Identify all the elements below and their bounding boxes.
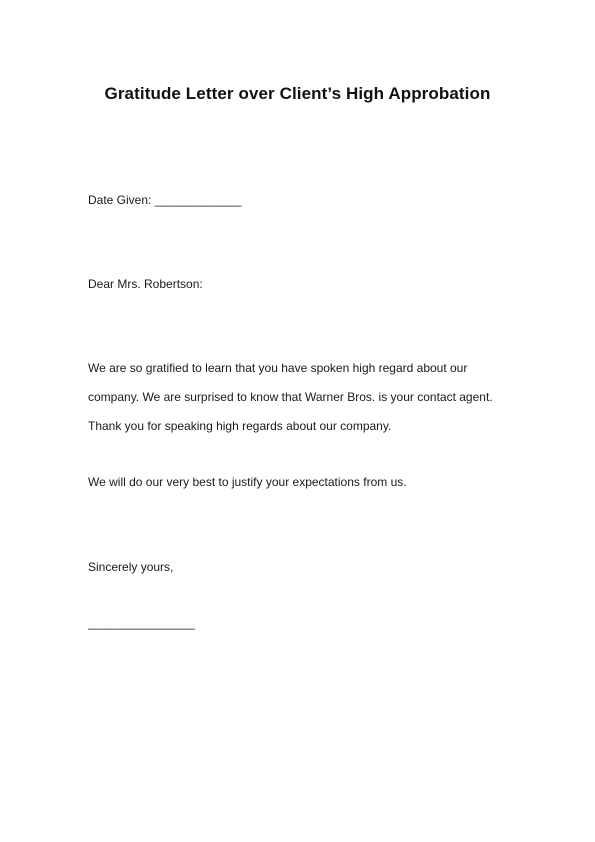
letter-title: Gratitude Letter over Client’s High Approbation <box>104 84 491 103</box>
salutation: Dear Mrs. Robertson: <box>88 277 203 291</box>
closing: Sincerely yours, <box>88 560 174 574</box>
signature-line: ________________ <box>88 616 195 630</box>
body-text-line: We will do our very best to justify your expectations from us. <box>88 475 407 489</box>
date-line: Date Given: _____________ <box>88 193 242 207</box>
body-text-line: Thank you for speaking high regards about our company. <box>88 419 392 433</box>
body-text-line: We are so gratified to learn that you have spoken high regard about our <box>88 361 468 375</box>
body-text-line: company. We are surprised to know that Warner Bros. is your contact agent. <box>88 390 493 404</box>
